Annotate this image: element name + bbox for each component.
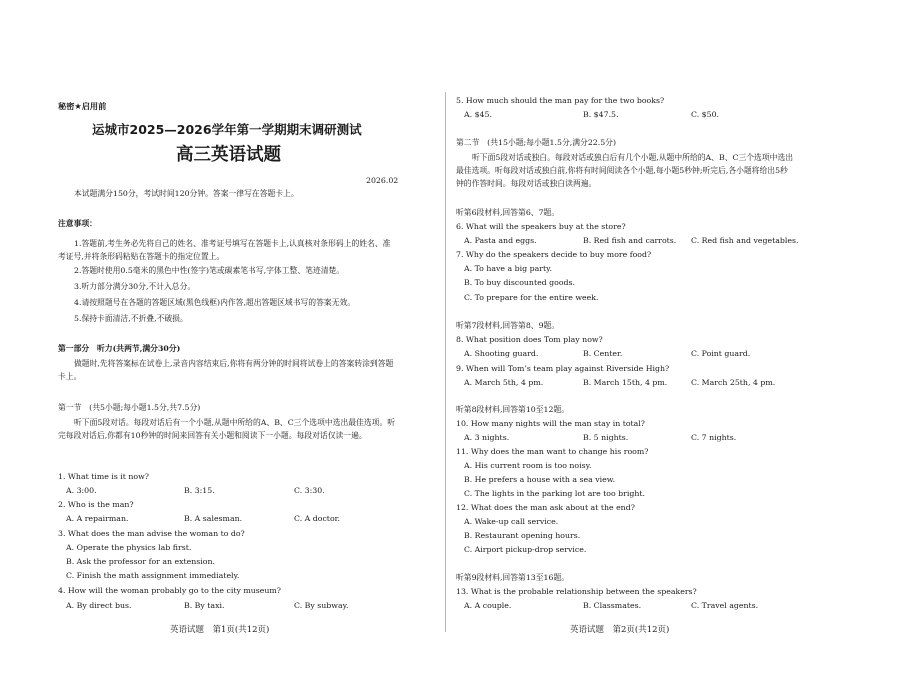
score-note: 本试题满分150分，考试时间120分钟。答案一律写在答题卡上。 (74, 189, 299, 198)
option-c: C. Airport pickup-drop service. (464, 545, 587, 554)
option-c: C. March 25th, 4 pm. (691, 378, 776, 387)
option-b: B. 5 nights. (583, 433, 629, 442)
option-b: B. 3:15. (184, 486, 215, 495)
exam-page-2 (452, 0, 909, 674)
option-c: C. To prepare for the entire week. (464, 293, 599, 302)
option-a: A. March 5th, 4 pm. (464, 378, 544, 387)
question-1: 1. What time is it now? (58, 472, 149, 481)
option-b: B. A salesman. (184, 514, 243, 523)
note-item: 4.请按照题号在各题的答题区域(黑色线框)内作答,超出答题区域书写的答案无效。 (74, 298, 356, 307)
option-b: B. Ask the professor for an extension. (66, 557, 215, 566)
confidential-label: 秘密★启用前 (58, 101, 107, 111)
option-b: B. Classmates. (583, 601, 642, 610)
question-4: 4. How will the woman probably go to the city museum? (58, 586, 281, 595)
option-c: C. 3:30. (294, 486, 325, 495)
exam-date: 2026.02 (366, 176, 399, 185)
option-a: A. Operate the physics lab first. (66, 543, 192, 552)
option-a: A. To have a big party. (464, 264, 552, 273)
section1-description: 听下面5段对话。每段对话后有一个小题,从题中所给的A、B、C三个选项中选出最佳选项。听完每段对话后,你都有10秒钟的时间来回答有关小题和阅读下一小题。每段对话仅读一遍。 (58, 418, 396, 440)
part1-description: 做题时,先将答案标在试卷上,录音内容结束后,你将有两分钟的时间将试卷上的答案转涂到答题卡上。 (58, 359, 394, 381)
material-6-heading: 听第6段材料,回答第6、7题。 (456, 208, 560, 217)
option-a: A. Wake-up call service. (464, 517, 559, 526)
question-11: 11. Why does the man want to change his room? (456, 447, 649, 456)
option-b: B. By taxi. (184, 601, 225, 610)
option-a: A. A couple. (464, 601, 512, 610)
option-c: C. $50. (691, 110, 720, 119)
material-9-heading: 听第9段材料,回答第13至16题。 (456, 573, 570, 582)
option-c: C. Red fish and vegetables. (691, 236, 799, 245)
question-8: 8. What position does Tom play now? (456, 335, 603, 344)
note-item: 3.听力部分满分30分,不计入总分。 (74, 282, 196, 291)
page-divider (445, 92, 446, 632)
option-a: A. 3:00. (66, 486, 97, 495)
option-a: A. His current room is too noisy. (464, 461, 592, 470)
question-5: 5. How much should the man pay for the two books? (456, 96, 665, 105)
option-b: B. Restaurant opening hours. (464, 531, 581, 540)
option-b: B. To buy discounted goods. (464, 278, 576, 287)
page-footer: 英语试题 第2页(共12页) (570, 625, 670, 635)
option-a: A. A repairman. (66, 514, 129, 523)
section1-title: 第一节 (共5小题;每小题1.5分,共7.5分) (58, 403, 201, 412)
option-c: C. A doctor. (294, 514, 340, 523)
material-7-heading: 听第7段材料,回答第8、9题。 (456, 321, 560, 330)
question-13: 13. What is the probable relationship between the speakers? (456, 587, 697, 596)
question-12: 12. What does the man ask about at the end? (456, 503, 635, 512)
note-item: 2.答题时使用0.5毫米的黑色中性(签字)笔或碳素笔书写,字体工整、笔迹清楚。 (74, 266, 345, 275)
subject-title: 高三英语试题 (176, 145, 281, 165)
option-b: B. March 15th, 4 pm. (583, 378, 668, 387)
option-a: A. $45. (464, 110, 492, 119)
page-footer: 英语试题 第1页(共12页) (170, 625, 270, 635)
question-9: 9. When will Tom’s team play against Riverside High? (456, 364, 670, 373)
exam-page-1 (0, 0, 452, 674)
question-7: 7. Why do the speakers decide to buy more food? (456, 250, 652, 259)
option-c: C. Travel agents. (691, 601, 759, 610)
question-3: 3. What does the man advise the woman to do? (58, 529, 245, 538)
option-c: C. Point guard. (691, 349, 751, 358)
option-a: A. Pasta and eggs. (464, 236, 537, 245)
option-c: C. Finish the math assignment immediately. (66, 571, 240, 580)
option-b: B. Center. (583, 349, 623, 358)
option-a: A. Shooting guard. (464, 349, 539, 358)
option-c: C. By subway. (294, 601, 349, 610)
question-6: 6. What will the speakers buy at the store? (456, 222, 626, 231)
exam-title: 运城市2025—2026学年第一学期期末调研测试 (92, 122, 362, 137)
part1-title: 第一部分 听力(共两节,满分30分) (58, 344, 181, 353)
option-a: A. 3 nights. (464, 433, 510, 442)
note-item: 1.答题前,考生务必先将自己的姓名、准考证号填写在答题卡上,认真核对条形码上的姓名、准考证号,并将条形码粘贴在答题卡的指定位置上。 (58, 239, 391, 261)
question-2: 2. Who is the man? (58, 500, 134, 509)
option-c: C. The lights in the parking lot are too bright. (464, 489, 645, 498)
option-c: C. 7 nights. (691, 433, 737, 442)
notes-title: 注意事项： (58, 219, 97, 228)
option-b: B. He prefers a house with a sea view. (464, 475, 615, 484)
option-b: B. Red fish and carrots. (583, 236, 677, 245)
option-a: A. By direct bus. (66, 601, 132, 610)
question-10: 10. How many nights will the man stay in total? (456, 419, 645, 428)
option-b: B. $47.5. (583, 110, 619, 119)
note-item: 5.保持卡面清洁,不折叠,不破损。 (74, 314, 188, 323)
section2-description: 听下面5段对话或独白。每段对话或独白后有几个小题,从题中所给的A、B、C三个选项中选出最佳选项。听每段对话或独白前,你将有时间阅读各个小题,每小题5秒钟;听完后,各小题将给出5秒钟的作答时间。每段对话或独白读两遍。 (456, 153, 794, 188)
material-8-heading: 听第8段材料,回答第10至12题。 (456, 405, 570, 414)
section2-title: 第二节 (共15小题;每小题1.5分,满分22.5分) (456, 138, 617, 147)
